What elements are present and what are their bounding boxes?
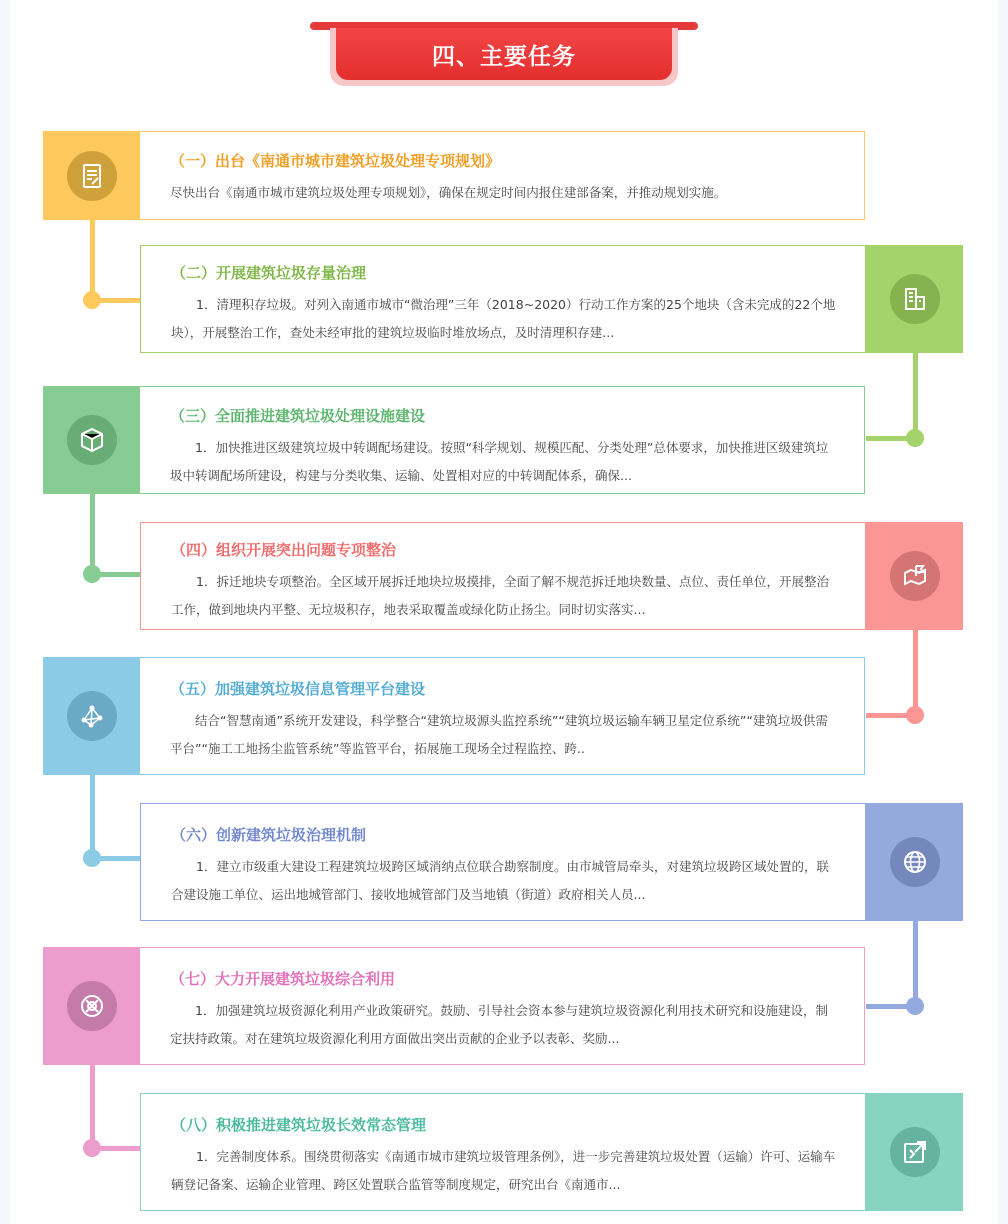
section-3-connector-dot <box>83 565 101 583</box>
map-flag-icon <box>890 551 940 601</box>
section-6-card <box>140 803 866 921</box>
section-1-card <box>139 131 865 220</box>
section-6-connector-line <box>913 921 918 1006</box>
section-4-icon-panel <box>866 522 963 630</box>
section-5-body: 结合“智慧南通”系统开发建设，科学整合“建筑垃圾源头监控系统”“建筑垃圾运输车辆卫星定位系统”“建筑垃圾供需平台”“施工工地扬尘监管系统”等监管平台，拓展施工现场全过程监控、跨.. <box>170 713 828 756</box>
section-3-body: 1．加快推进区级建筑垃圾中转调配场建设。按照“科学规划、规模匹配、分类处理”总体要求，加快推进区级建筑垃圾中转调配场所建设，构建与分类收集、运输、处置相对应的中转调配体系，确保... <box>170 440 829 483</box>
section-4-card <box>140 522 866 630</box>
recycle-icon <box>67 981 117 1031</box>
section-6-icon-panel <box>866 803 963 921</box>
buildings-icon <box>890 274 940 324</box>
section-7-icon-panel <box>43 947 140 1065</box>
globe-icon <box>890 837 940 887</box>
section-2-icon-panel <box>866 245 963 353</box>
section-5-connector-line <box>90 775 95 858</box>
section-2-title: （二）开展建筑垃圾存量治理 <box>171 264 367 282</box>
section-8-icon-panel <box>866 1093 963 1211</box>
cubes-icon <box>67 415 117 465</box>
section-5-connector-dot <box>83 849 101 867</box>
section-3-card <box>139 386 865 494</box>
section-5-card <box>139 657 865 775</box>
section-8-card <box>140 1093 866 1211</box>
section-6-body: 1．建立市级重大建设工程建筑垃圾跨区域消纳点位联合勘察制度。由市城管局牵头，对建筑垃圾跨区域处置的，联合建设施工单位、运出地城管部门、接收地城管部门及当地镇（街道）政府相关人员... <box>171 859 829 902</box>
section-8-title: （八）积极推进建筑垃圾长效常态管理 <box>171 1116 427 1134</box>
section-3-title: （三）全面推进建筑垃圾处理设施建设 <box>170 407 426 425</box>
export-board-icon <box>890 1127 940 1177</box>
plan-document-icon <box>67 151 117 201</box>
section-2-body: 1．清理积存垃圾。对列入南通市城市“微治理”三年（2018~2020）行动工作方案的25个地块（含未完成的22个地块），开展整治工作，查处未经审批的建筑垃圾临时堆放场点，及时清理积存建... <box>171 297 836 340</box>
network-icon <box>67 691 117 741</box>
section-4-title: （四）组织开展突出问题专项整治 <box>171 541 397 559</box>
section-1-body: 尽快出台《南通市城市建筑垃圾处理专项规划》，确保在规定时间内报住建部备案，并推动规划实施。 <box>170 185 727 200</box>
section-4-connector-line <box>913 630 918 715</box>
section-6-title: （六）创新建筑垃圾治理机制 <box>171 826 367 844</box>
section-2-card <box>140 245 866 353</box>
section-4-connector-dot <box>906 706 924 724</box>
section-7-connector-dot <box>83 1139 101 1157</box>
section-1-connector-dot <box>83 291 101 309</box>
section-2-connector-dot <box>906 429 924 447</box>
section-7-title: （七）大力开展建筑垃圾综合利用 <box>170 970 396 988</box>
section-1-connector-line <box>90 220 95 300</box>
page-title: 四、主要任务 <box>336 28 672 80</box>
section-7-body: 1．加强建筑垃圾资源化利用产业政策研究。鼓励、引导社会资本参与建筑垃圾资源化利用技术研究和设施建设，制定扶持政策。对在建筑垃圾资源化利用方面做出突出贡献的企业予以表彰、奖励... <box>170 1003 828 1046</box>
section-8-body: 1．完善制度体系。围绕贯彻落实《南通市城市建筑垃圾管理条例》，进一步完善建筑垃圾处置（运输）许可、运输车辆登记备案、运输企业管理、跨区处置联合监管等制度规定，研究出台《南通市... <box>171 1149 836 1192</box>
section-1-icon-panel <box>43 131 140 220</box>
section-7-card <box>139 947 865 1065</box>
section-7-connector-line <box>90 1065 95 1148</box>
section-3-connector-line <box>90 494 95 574</box>
section-5-title: （五）加强建筑垃圾信息管理平台建设 <box>170 680 426 698</box>
section-4-body: 1．拆迁地块专项整治。全区域开展拆迁地块垃圾摸排，全面了解不规范拆迁地块数量、点位、责任单位，开展整治工作，做到地块内平整、无垃圾积存，地表采取覆盖或绿化防止扬尘。同时切实落实... <box>171 574 829 617</box>
section-3-icon-panel <box>43 386 140 494</box>
section-5-icon-panel <box>43 657 140 775</box>
section-6-connector-dot <box>906 997 924 1015</box>
section-1-title: （一）出台《南通市城市建筑垃圾处理专项规划》 <box>170 152 501 170</box>
section-2-connector-line <box>913 353 918 438</box>
